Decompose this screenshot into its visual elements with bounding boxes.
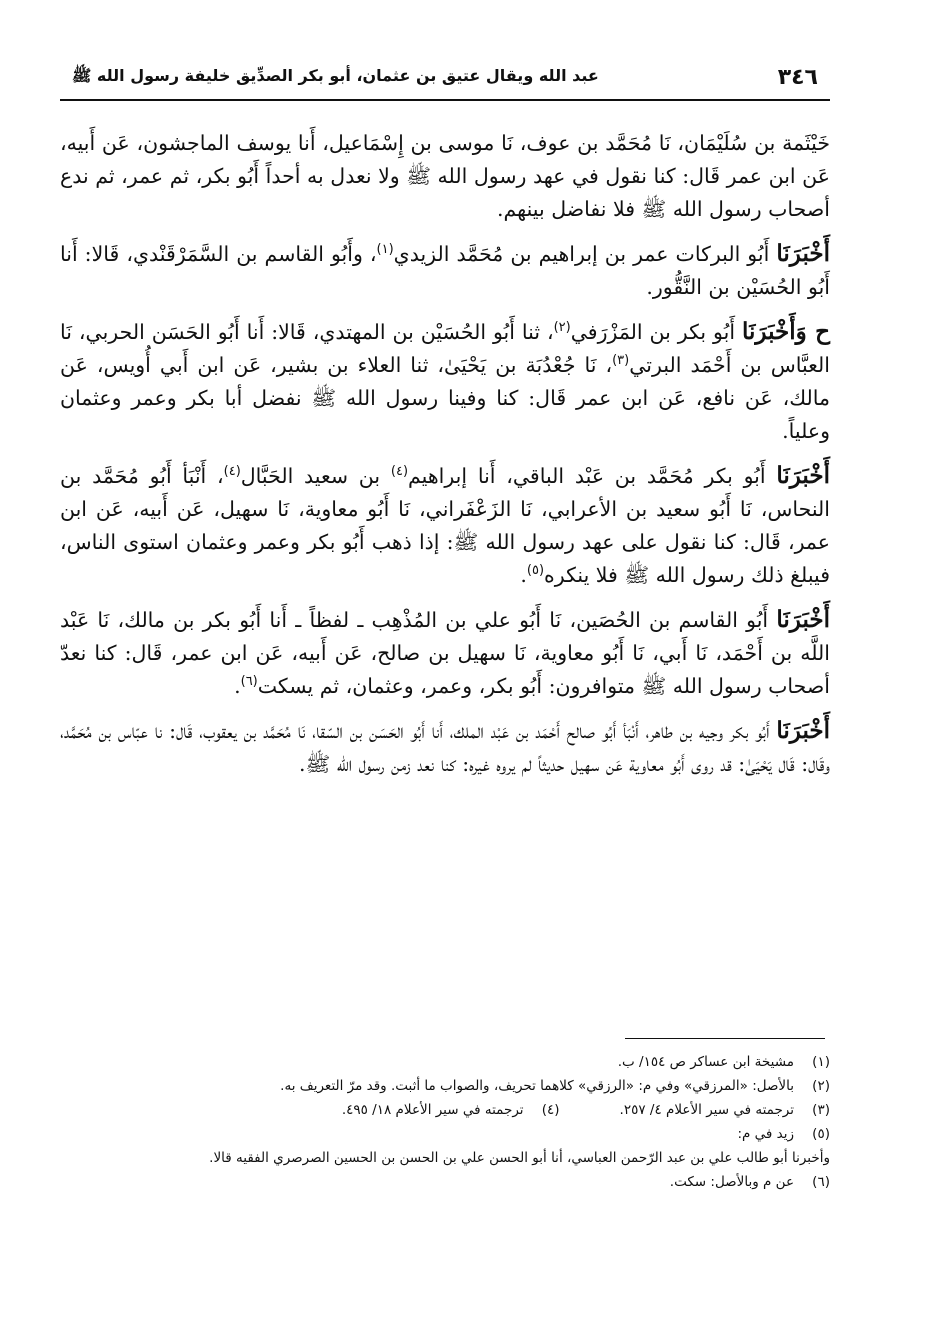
footnote-reference: (٢) (553, 320, 571, 336)
text-run: ، ثنا أَبُو الحُسَيْن بن المهتدي، قَالا: أَنا أَبُو الحَسَن الحربي، نَا العبَّاس بن أَحْمَد البرتي (60, 320, 830, 377)
footnote-text: ترجمته في سير الأعلام ٤/ ٢٥٧. (619, 1102, 794, 1118)
footnote-reference: (٣) (612, 353, 630, 369)
main-text (60, 127, 830, 792)
paragraph (60, 459, 830, 592)
footnote-reference: (٦) (240, 674, 258, 690)
paragraph (60, 714, 830, 781)
text-run: أَبُو بكر وجيه بن طاهر، أَنْبَأ أَبُو صالح أَحْمَد بن عَبْد الملك، أَنا أَبُو الحَسَن بن السّقا، نَا مُحَمَّد بن يعقوب، قَال: نا عبّاس بن مُحَمَّد، وقَال: قَال يَحْيَىٰ: قد روى أَبُو معاوية عَن سهيل حديثاً لم يروه غيره: كنا نعد زمن رسول الله ﷺ. (60, 719, 830, 776)
footnote-text: زيد في م: (737, 1126, 794, 1142)
footnote-reference: (١) (376, 242, 394, 258)
footnote-5 (60, 1122, 830, 1146)
text-run: . (234, 674, 241, 698)
footnote-reference: (٤) (223, 464, 241, 480)
book-page (60, 55, 830, 1315)
footnote-row-3-4 (60, 1098, 830, 1122)
text-run: ، أَنْبَأ أَبُو مُحَمَّد بن النحاس، نَا أَبُو سعيد بن الأعرابي، نَا الزَعْفَراني، نَا أَبُو معاوية، نَا سهيل، عَن أَبيه، عَن ابن عمر، قَال: كنا نقول على عهد رسول الله ﷺ: إذا ذهب أَبُو بكر وعمر وعثمان استوى الناس، فيبلغ ذلك رسول الله ﷺ فلا ينكره (60, 464, 830, 587)
footnote-4 (342, 1098, 560, 1122)
footnote-text: ترجمته في سير الأعلام ١٨/ ٤٩٥. (341, 1102, 524, 1118)
text-run: أَبُو بكر مُحَمَّد بن عَبْد الباقي، أَنا إبراهيم (408, 464, 777, 488)
paragraph-lead-word: أَخْبَرَنَا (776, 606, 830, 633)
footnote-number: (٤) (541, 1102, 560, 1118)
text-run: أَبُو البركات عمر بن إبراهيم بن مُحَمَّد الزيدي (393, 242, 777, 266)
footnote-1 (60, 1050, 830, 1074)
paragraph-lead-word: ح وَأَخْبَرَنَا (741, 318, 830, 345)
text-run: بن سعيد الحَبَّال (240, 464, 391, 488)
text-run: أَبُو القاسم بن الحُصَين، نَا أَبُو علي بن المُذْهِب ـ لفظاً ـ أَنا أَبُو بكر بن مالك، نَا عَبْد اللَّه بن أَحْمَد، نَا أَبي، نَا أَبُو معاوية، نَا سهيل بن صالح، عَن أَبيه، عَن ابن عمر، قَال: كنا نعدّ أصحاب رسول الله ﷺ متوافرون: أَبُو بكر، وعمر، وعثمان، ثم يسكت (60, 608, 830, 698)
paragraph (60, 127, 830, 226)
footnote-text: بالأصل: «المرزقي» وفي م: «الرزقي» كلاهما تحريف، والصواب ما أثبت. وقد مرّ التعريف به. (280, 1078, 794, 1094)
footnotes (60, 1050, 830, 1194)
text-run: ، نَا جُعْدُبَة بن يَحْيَىٰ، ثنا العلاء بن بشير، عَن ابن أَبي أُويس، عَن مالك، عَن نافع، عَن ابن عمر قَال: كنا وفينا رسول الله ﷺ نفضل أبا بكر وعمر وعثمان وعلياً. (60, 353, 830, 443)
footnote-3 (620, 1098, 830, 1122)
paragraph (60, 603, 830, 703)
paragraph (60, 315, 830, 448)
paragraph-lead-word: أَخْبَرَنَا (776, 462, 830, 489)
footnote-number: (٥) (812, 1126, 830, 1142)
footnote-number: (٢) (812, 1078, 830, 1094)
footnote-6 (60, 1170, 830, 1194)
text-run: أَبُو بكر بن المَزْرَفي (570, 320, 742, 344)
text-run: خَيْثَمة بن سُلَيْمَان، نَا مُحَمَّد بن عوف، نَا موسى بن إِسْمَاعيل، أَنا يوسف الماجشون، عَن أَبيه، عَن ابن عمر قَال: كنا نقول في عهد رسول الله ﷺ ولا نعدل به أحداً أَبُو بكر، ثم عمر، ثم ندع أصحاب رسول الله ﷺ فلا نفاضل بينهم. (60, 131, 830, 221)
running-title: عبد الله ويقال عتيق بن عثمان، أبو بكر الصدِّيق خليفة رسول الله ﷺ (72, 65, 599, 85)
footnote-text: عن م وبالأصل: سكت. (669, 1174, 794, 1190)
paragraph (60, 237, 830, 304)
footnote-reference: (٥) (526, 563, 545, 579)
footnote-5-continuation: وأخبرنا أبو طالب علي بن عبد الرّحمن العباسي، أنا أبو الحسن علي بن الحسن بن الحسين الصرصري الفقيه قالا. (209, 1150, 830, 1166)
footnote-separator (625, 1038, 825, 1039)
paragraph-lead-word: أَخْبَرَنَا (776, 240, 830, 267)
text-run: ، وأَبُو القاسم بن السَّمَرْقَنْدي، قَالا: أَنا أَبُو الحُسَيْن بن النَّقُّور. (60, 242, 830, 299)
footnote-number: (٦) (812, 1174, 830, 1190)
footnote-text: مشيخة ابن عساكر ص ١٥٤/ ب. (617, 1054, 794, 1070)
page-number: ٣٤٦ (777, 64, 818, 90)
footnote-number: (٣) (812, 1102, 830, 1118)
text-run: . (520, 563, 527, 587)
paragraph-lead-word: أَخْبَرَنَا (776, 717, 830, 744)
running-header (60, 55, 830, 101)
footnote-reference: (٤) (390, 464, 409, 480)
footnote-number: (١) (812, 1054, 830, 1070)
footnote-2 (60, 1074, 830, 1098)
